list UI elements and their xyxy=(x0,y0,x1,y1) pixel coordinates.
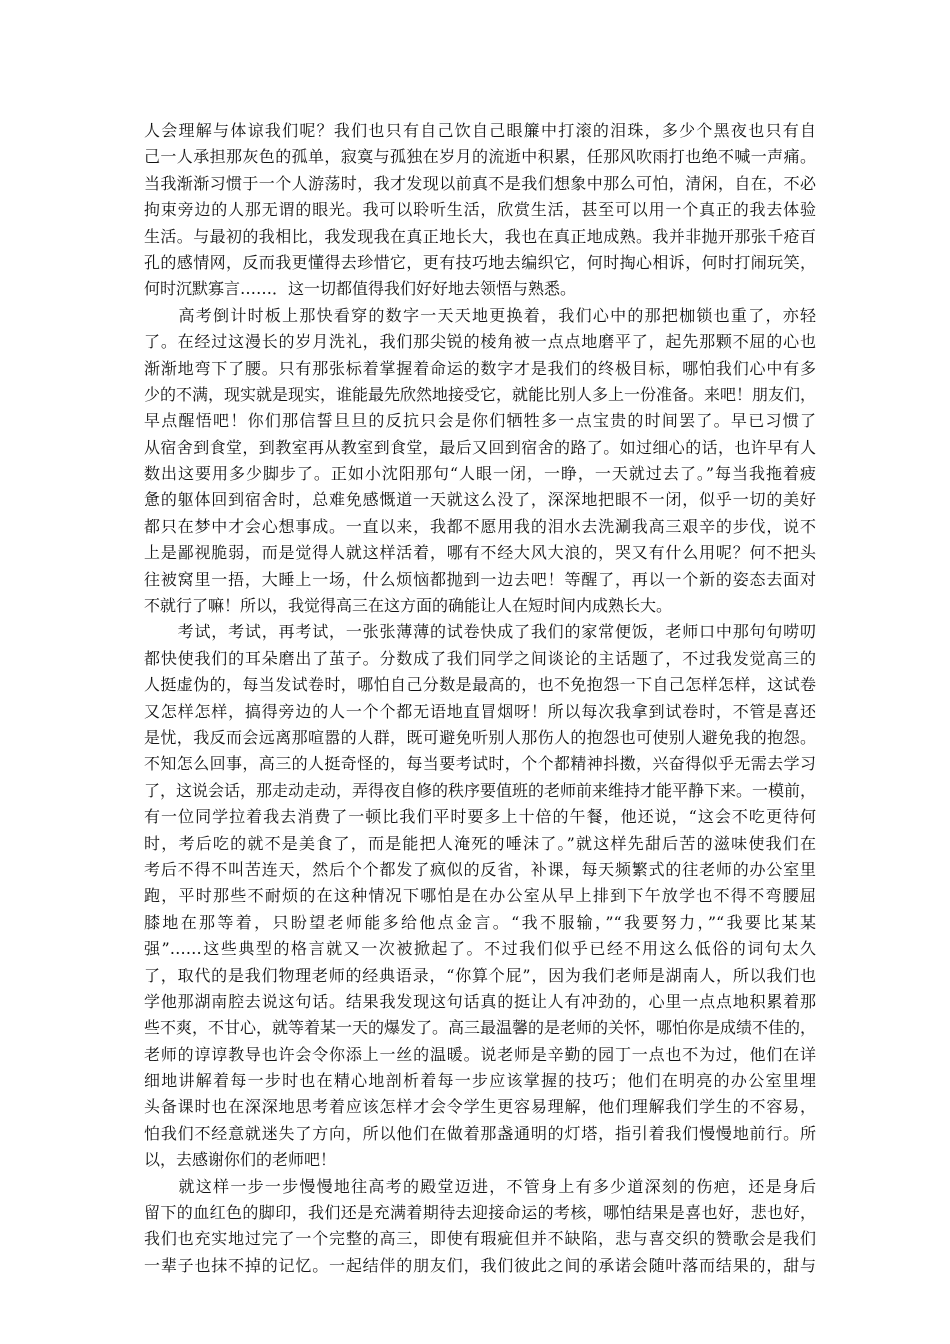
text-line: 怕我们不经意就迷失了方向，所以他们在做着那盏通明的灯塔，指引着我们慢慢地前行。所 xyxy=(144,1123,816,1143)
document-page xyxy=(144,118,816,1279)
text-line: 了，这说会话，那走动走动，弄得夜自修的秩序要值班的老师前来维持才能平静下来。一模前， xyxy=(144,780,816,800)
text-line: 考试，考试，再考试，一张张薄薄的试卷快成了我们的家常便饭，老师口中那句句唠叨 xyxy=(144,622,816,642)
text-line: 是忧，我反而会远离那喧嚣的人群，既可避免听别人那伤人的抱怨也可使别人避免我的抱怨。 xyxy=(144,727,816,747)
text-line: 数出这要用多少脚步了。正如小沈阳那句“人眼一闭，一睁，一天就过去了。”每当我拖着疲 xyxy=(144,464,816,484)
text-line: 老师的谆谆教导也许会令你添上一丝的温暖。说老师是辛勤的园丁一点也不为过，他们在详 xyxy=(144,1044,816,1064)
paragraph xyxy=(144,118,816,303)
text-line: 都快使我们的耳朵磨出了茧子。分数成了我们同学之间谈论的主话题了，不过我发觉高三的 xyxy=(144,648,816,668)
paragraph xyxy=(144,1174,816,1280)
text-line: 往被窝里一捂，大睡上一场，什么烦恼都抛到一边去吧！等醒了，再以一个新的姿态去面对 xyxy=(144,569,816,589)
text-line: 人会理解与体谅我们呢？我们也只有自己饮自己眼簾中打滚的泪珠，多少个黑夜也只有自 xyxy=(144,121,816,140)
text-line: 孔的感情网，反而我更懂得去珍惜它，更有技巧地去编织它，何时掏心相诉，何时打闹玩笑， xyxy=(144,252,816,272)
text-line: 些不爽，不甘心，就等着某一天的爆发了。高三最温馨的是老师的关怀，哪怕你是成绩不佳的， xyxy=(144,1018,816,1038)
paragraph xyxy=(144,619,816,1173)
text-line: 少的不满，现实就是现实，谁能最先欣然地接受它，就能比别人多上一份准备。来吧！朋友们， xyxy=(144,384,816,404)
text-line: 早点醒悟吧！你们那信誓旦旦的反抗只会是你们牺牲多一点宝贵的时间罢了。早已习惯了 xyxy=(144,411,816,431)
text-line: 不知怎么回事，高三的人挺奇怪的，每当要考试时，个个都精神抖擞，兴奋得似乎无需去学习 xyxy=(144,754,816,774)
text-line: 高考倒计时板上那快看穿的数字一天天地更换着，我们心中的那把枷锁也重了，亦轻 xyxy=(144,305,816,325)
text-line: 己一人承担那灰色的孤单，寂寞与孤独在岁月的流逝中积累，任那风吹雨打也绝不喊一声痛。 xyxy=(144,147,816,167)
text-line: 渐渐地弯下了腰。只有那张标着掌握着命运的数字才是我们的终极目标，哪怕我们心中有多 xyxy=(144,358,816,378)
text-line: 考后不得不叫苦连天，然后个个都发了疯似的反省，补课，每天频繁式的往老师的办公室里 xyxy=(144,859,816,879)
text-line: 了。在经过这漫长的岁月洗礼，我们那尖锐的棱角被一点点地磨平了，起先那颗不屈的心也 xyxy=(144,332,816,352)
text-line: 我们也充实地过完了一个完整的高三，即使有瑕疵但并不缺陷，悲与喜交织的赞歌会是我们 xyxy=(144,1229,816,1249)
text-line: 惫的躯体回到宿舍时，总难免感慨道一天就这么没了，深深地把眼不一闭，似乎一切的美好 xyxy=(144,490,816,510)
text-line: 强”……这些典型的格言就又一次被掀起了。不过我们似乎已经不用这么低俗的词句太久 xyxy=(144,939,816,959)
text-line: 从宿舍到食堂，到教室再从教室到食堂，最后又回到宿舍的路了。如过细心的话，也许早有人 xyxy=(144,437,816,457)
text-line: 不就行了嘛！所以，我觉得高三在这方面的确能让人在短时间内成熟长大。 xyxy=(144,596,673,616)
text-line: 又怎样怎样，搞得旁边的人一个个都无语地直冒烟呀！所以每次我拿到试卷时，不管是喜还 xyxy=(144,701,816,721)
text-line: 了，取代的是我们物理老师的经典语录，“你算个屁”，因为我们老师是湖南人，所以我们也 xyxy=(144,965,816,985)
text-line: 时，考后吃的就不是美食了，而是能把人淹死的唾沫了。”就这样先甜后苦的滋味使我们在 xyxy=(144,833,816,853)
text-line: 学他那湖南腔去说这句话。结果我发现这句话真的挺让人有冲劲的，心里一点点地积累着那 xyxy=(144,991,816,1011)
text-line: 就这样一步一步慢慢地往高考的殿堂迈进，不管身上有多少道深刻的伤疤，还是身后 xyxy=(144,1176,816,1196)
text-line: 上是鄙视脆弱，而是觉得人就这样活着，哪有不经大风大浪的，哭又有什么用呢？何不把头 xyxy=(144,543,816,563)
text-line: 有一位同学拉着我去消费了一顿比我们平时要多上十倍的午餐，他还说，“这会不吃更待何 xyxy=(144,807,816,827)
text-line: 都只在梦中才会心想事成。一直以来，我都不愿用我的泪水去洗涮我高三艰辛的步伐，说不 xyxy=(144,516,816,536)
text-line: 人挺虚伪的，每当发试卷时，哪怕自己分数是最高的，也不免抱怨一下自己怎样怎样，这试卷 xyxy=(144,675,816,695)
text-line: 何时沉默寡言……．这一切都值得我们好好地去领悟与熟悉。 xyxy=(144,279,577,299)
text-line: 膝地在那等着，只盼望老师能多给他点金言。“我不服输，”“我要努力，”“我要比某某 xyxy=(144,912,816,932)
text-line: 头备课时也在深深地思考着应该怎样才会令学生更容易理解，他们理解我们学生的不容易， xyxy=(144,1097,816,1117)
text-line: 以，去感谢你们的老师吧！ xyxy=(144,1150,337,1170)
text-line: 细地讲解着每一步时也在精心地剖析着每一步应该掌握的技巧；他们在明亮的办公室里埋 xyxy=(144,1071,816,1091)
text-line: 生活。与最初的我相比，我发现我在真正地长大，我也在真正地成熟。我并非抛开那张千疮百 xyxy=(144,226,816,246)
text-line: 一辈子也抹不掉的记忆。一起结伴的朋友们，我们彼此之间的承诺会随叶落而结果的，甜与 xyxy=(144,1255,816,1275)
paragraph xyxy=(144,303,816,620)
text-line: 拘束旁边的人那无谓的眼光。我可以聆听生活，欣赏生活，甚至可以用一个真正的我去体验 xyxy=(144,200,816,220)
text-line: 当我渐渐习惯于一个人游荡时，我才发现以前真不是我们想象中那么可怕，清闲，自在，不必 xyxy=(144,173,816,193)
text-line: 跑，平时那些不耐烦的在这种情况下哪怕是在办公室从早上排到下午放学也不得不弯腰屈 xyxy=(144,886,816,906)
text-line: 留下的血红色的脚印，我们还是充满着期待去迎接命运的考核，哪怕结果是喜也好，悲也好， xyxy=(144,1203,816,1223)
